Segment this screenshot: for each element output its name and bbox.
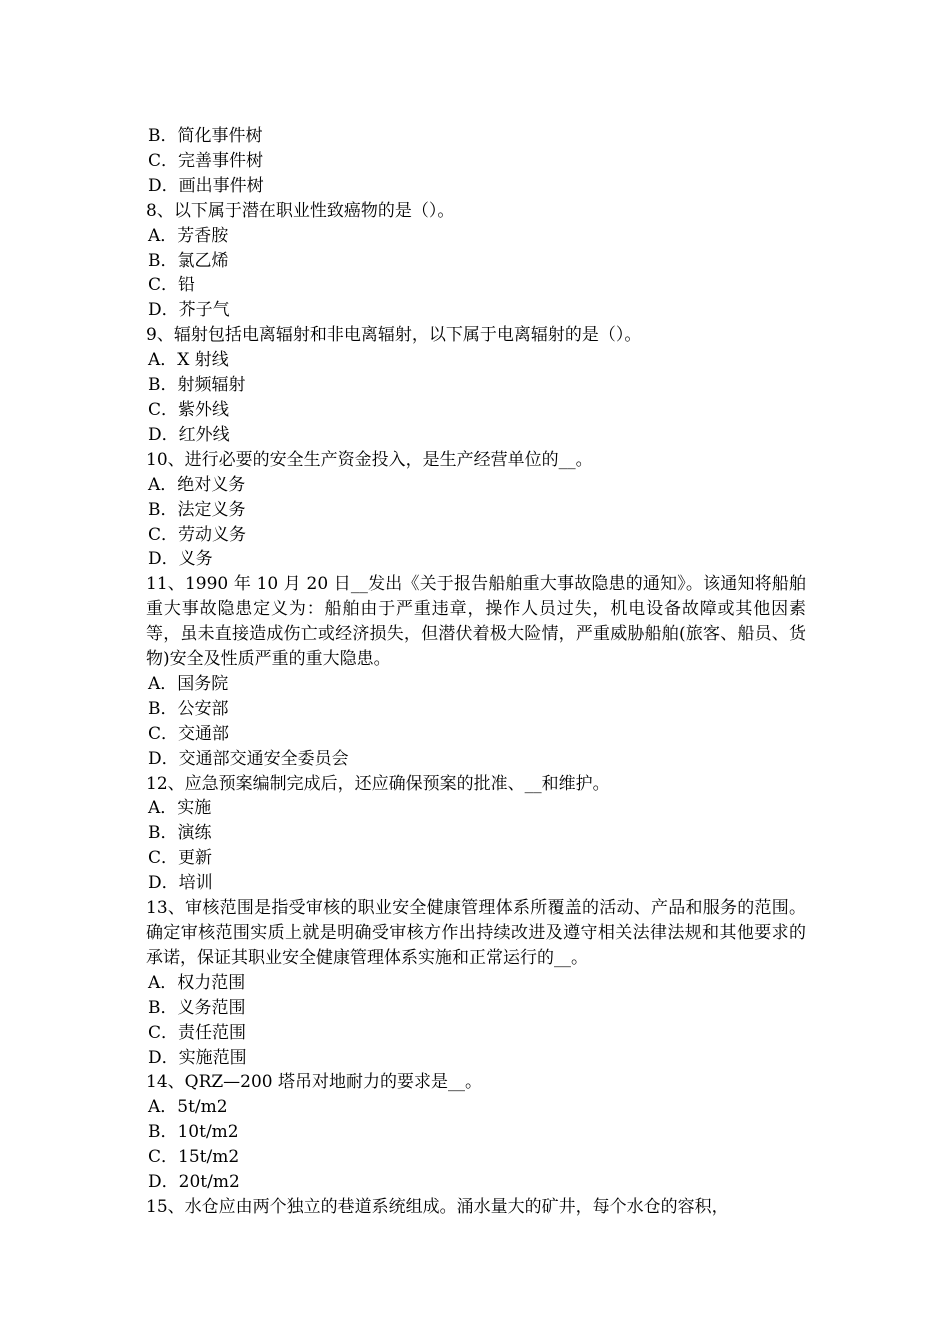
answer-option: A．国务院	[148, 673, 229, 694]
answer-option: D．义务	[148, 549, 213, 570]
answer-option: B．法定义务	[148, 499, 246, 520]
answer-option: C．15t/m2	[148, 1147, 240, 1168]
answer-option: A．绝对义务	[148, 474, 246, 495]
answer-option: D．实施范围	[148, 1047, 247, 1068]
answer-option: D．交通部交通安全委员会	[148, 748, 349, 769]
answer-option: C．紫外线	[148, 399, 230, 420]
answer-option: B．射频辐射	[148, 375, 246, 396]
question-text: 15、水仓应由两个独立的巷道系统组成。涌水量大的矿井，每个水仓的容积，	[146, 1196, 729, 1217]
answer-option: B．氯乙烯	[148, 250, 229, 271]
answer-option: C．劳动义务	[148, 524, 247, 545]
answer-option: C．更新	[148, 848, 213, 869]
answer-option: C．铅	[148, 275, 196, 296]
answer-option: A．X 射线	[148, 350, 229, 371]
answer-option: D．画出事件树	[148, 175, 264, 196]
answer-option: A．芳香胺	[148, 225, 229, 246]
answer-option: A．实施	[148, 798, 212, 819]
answer-option: D．培训	[148, 873, 213, 894]
answer-option: B．简化事件树	[148, 126, 263, 146]
answer-option: B．公安部	[148, 698, 229, 719]
question-text: 10、进行必要的安全生产资金投入，是生产经营单位的__。	[146, 449, 593, 470]
answer-option: A．5t/m2	[148, 1097, 228, 1118]
question-text: 14、QRZ—200 塔吊对地耐力的要求是__。	[146, 1072, 483, 1093]
question-text: 9、辐射包括电离辐射和非电离辐射，以下属于电离辐射的是（）。	[146, 325, 642, 346]
answer-option: C．完善事件树	[148, 150, 264, 171]
answer-option: D．芥子气	[148, 300, 230, 321]
question-text: 13、审核范围是指受审核的职业安全健康管理体系所覆盖的活动、产品和服务的范围。确定审核范围实质上就是明确受审核方作出持续改进及遵守相关法律法规和其他要求的承诺，保证其职业安全健康管理体系实施和正常运行的__。	[146, 898, 806, 968]
document-body	[146, 124, 806, 1220]
answer-option: B．10t/m2	[148, 1122, 239, 1143]
answer-option: B．义务范围	[148, 997, 246, 1018]
question-text: 12、应急预案编制完成后，还应确保预案的批准、__和维护。	[146, 773, 610, 794]
answer-option: C．责任范围	[148, 1022, 247, 1043]
question-text: 8、以下属于潜在职业性致癌物的是（）。	[146, 200, 455, 221]
answer-option: A．权力范围	[148, 972, 246, 993]
question-text: 11、1990 年 10 月 20 日__发出《关于报告船舶重大事故隐患的通知》。该通知将船舶重大事故隐患定义为：船舶由于严重违章，操作人员过失，机电设备故障或其他因素等，虽未直接造成伤亡或经济损失，但潜伏着极大险情，严重威胁船舶(旅客、船员、货物)安全及性质严重的重大隐患。	[146, 574, 806, 670]
answer-option: D．20t/m2	[148, 1172, 240, 1193]
answer-option: B．演练	[148, 823, 212, 844]
answer-option: C．交通部	[148, 723, 230, 744]
answer-option: D．红外线	[148, 424, 230, 445]
